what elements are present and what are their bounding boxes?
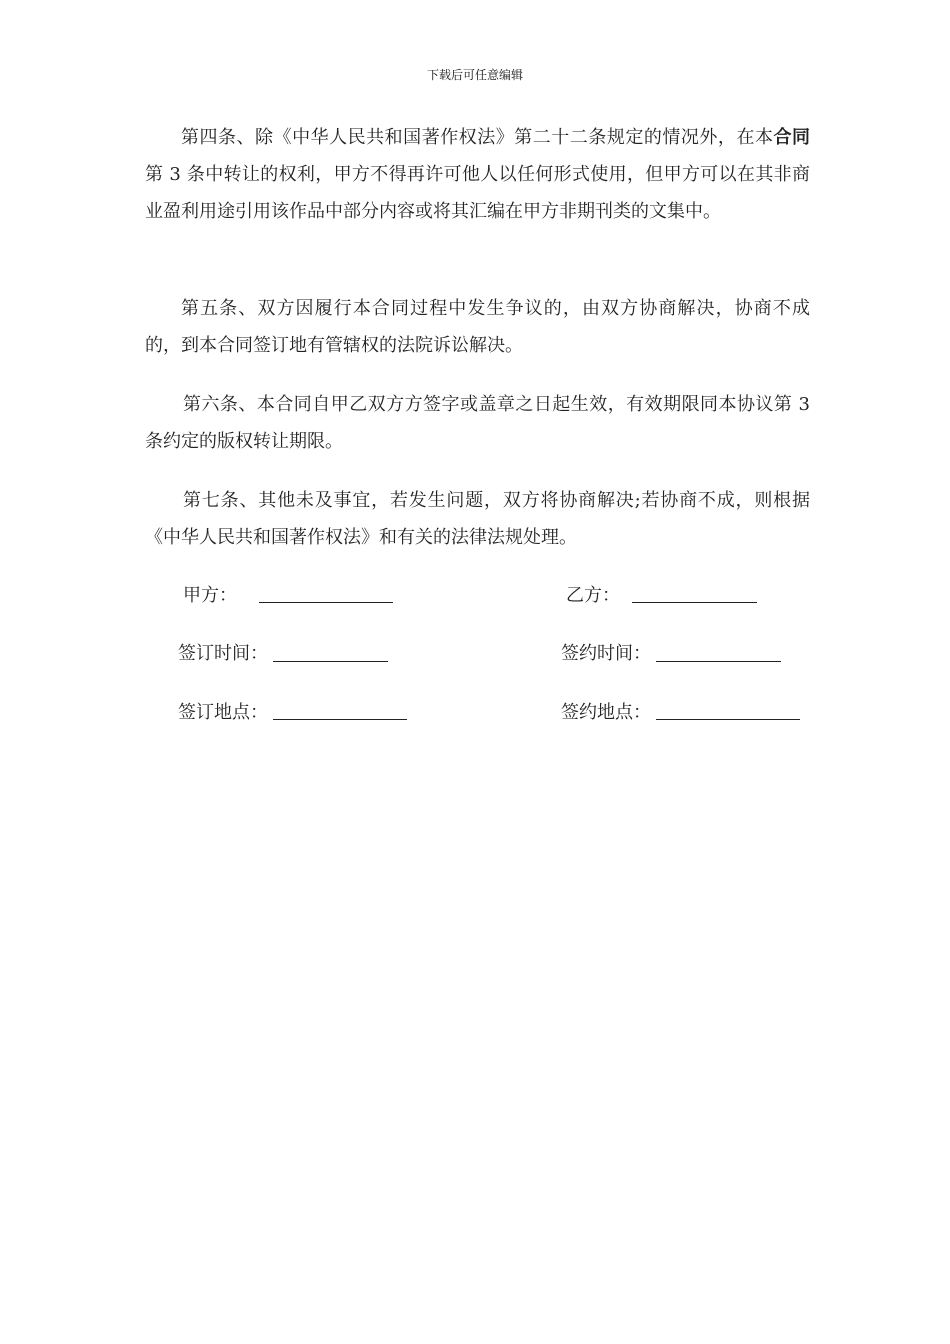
article-6: 第六条、本合同自甲乙双方方签字或盖章之日起生效，有效期限同本协议第 3 条约定的版权转让期限。 bbox=[145, 394, 810, 452]
article-4-bold-term: 合同 bbox=[773, 127, 810, 148]
sign-time-b-line[interactable] bbox=[656, 661, 781, 662]
party-b-signature-line[interactable] bbox=[632, 602, 757, 603]
page-header: 下载后可任意编辑 bbox=[426, 68, 523, 82]
sign-time-a-line[interactable] bbox=[273, 661, 388, 662]
party-b-label: 乙方： bbox=[566, 585, 620, 606]
sign-time-a-label: 签订时间： bbox=[178, 643, 268, 664]
party-a-label: 甲方： bbox=[183, 585, 237, 606]
sign-place-a-line[interactable] bbox=[273, 719, 407, 720]
party-a-signature-line[interactable] bbox=[259, 602, 393, 603]
article-4 bbox=[145, 119, 810, 230]
article-4-text-part1: 第四条、除《中华人民共和国著作权法》第二十二条规定的情况外，在本 bbox=[181, 127, 774, 148]
article-4-text-part2: 第 3 条中转让的权利，甲方不得再许可他人以任何形式使用，但甲方可以在其非商业盈利用途引用该作品中部分内容或将其汇编在甲方非期刊类的文集中。 bbox=[145, 164, 810, 222]
sign-time-b-label: 签约时间： bbox=[561, 643, 651, 664]
sign-place-b-line[interactable] bbox=[656, 719, 800, 720]
article-7: 第七条、其他未及事宜，若发生问题，双方将协商解决;若协商不成，则根据《中华人民共和国著作权法》和有关的法律法规处理。 bbox=[145, 490, 810, 548]
sign-place-b-label: 签约地点： bbox=[561, 702, 651, 723]
sign-place-a-label: 签订地点： bbox=[178, 702, 268, 723]
article-5: 第五条、双方因履行本合同过程中发生争议的，由双方协商解决，协商不成的，到本合同签订地有管辖权的法院诉讼解决。 bbox=[145, 298, 810, 356]
